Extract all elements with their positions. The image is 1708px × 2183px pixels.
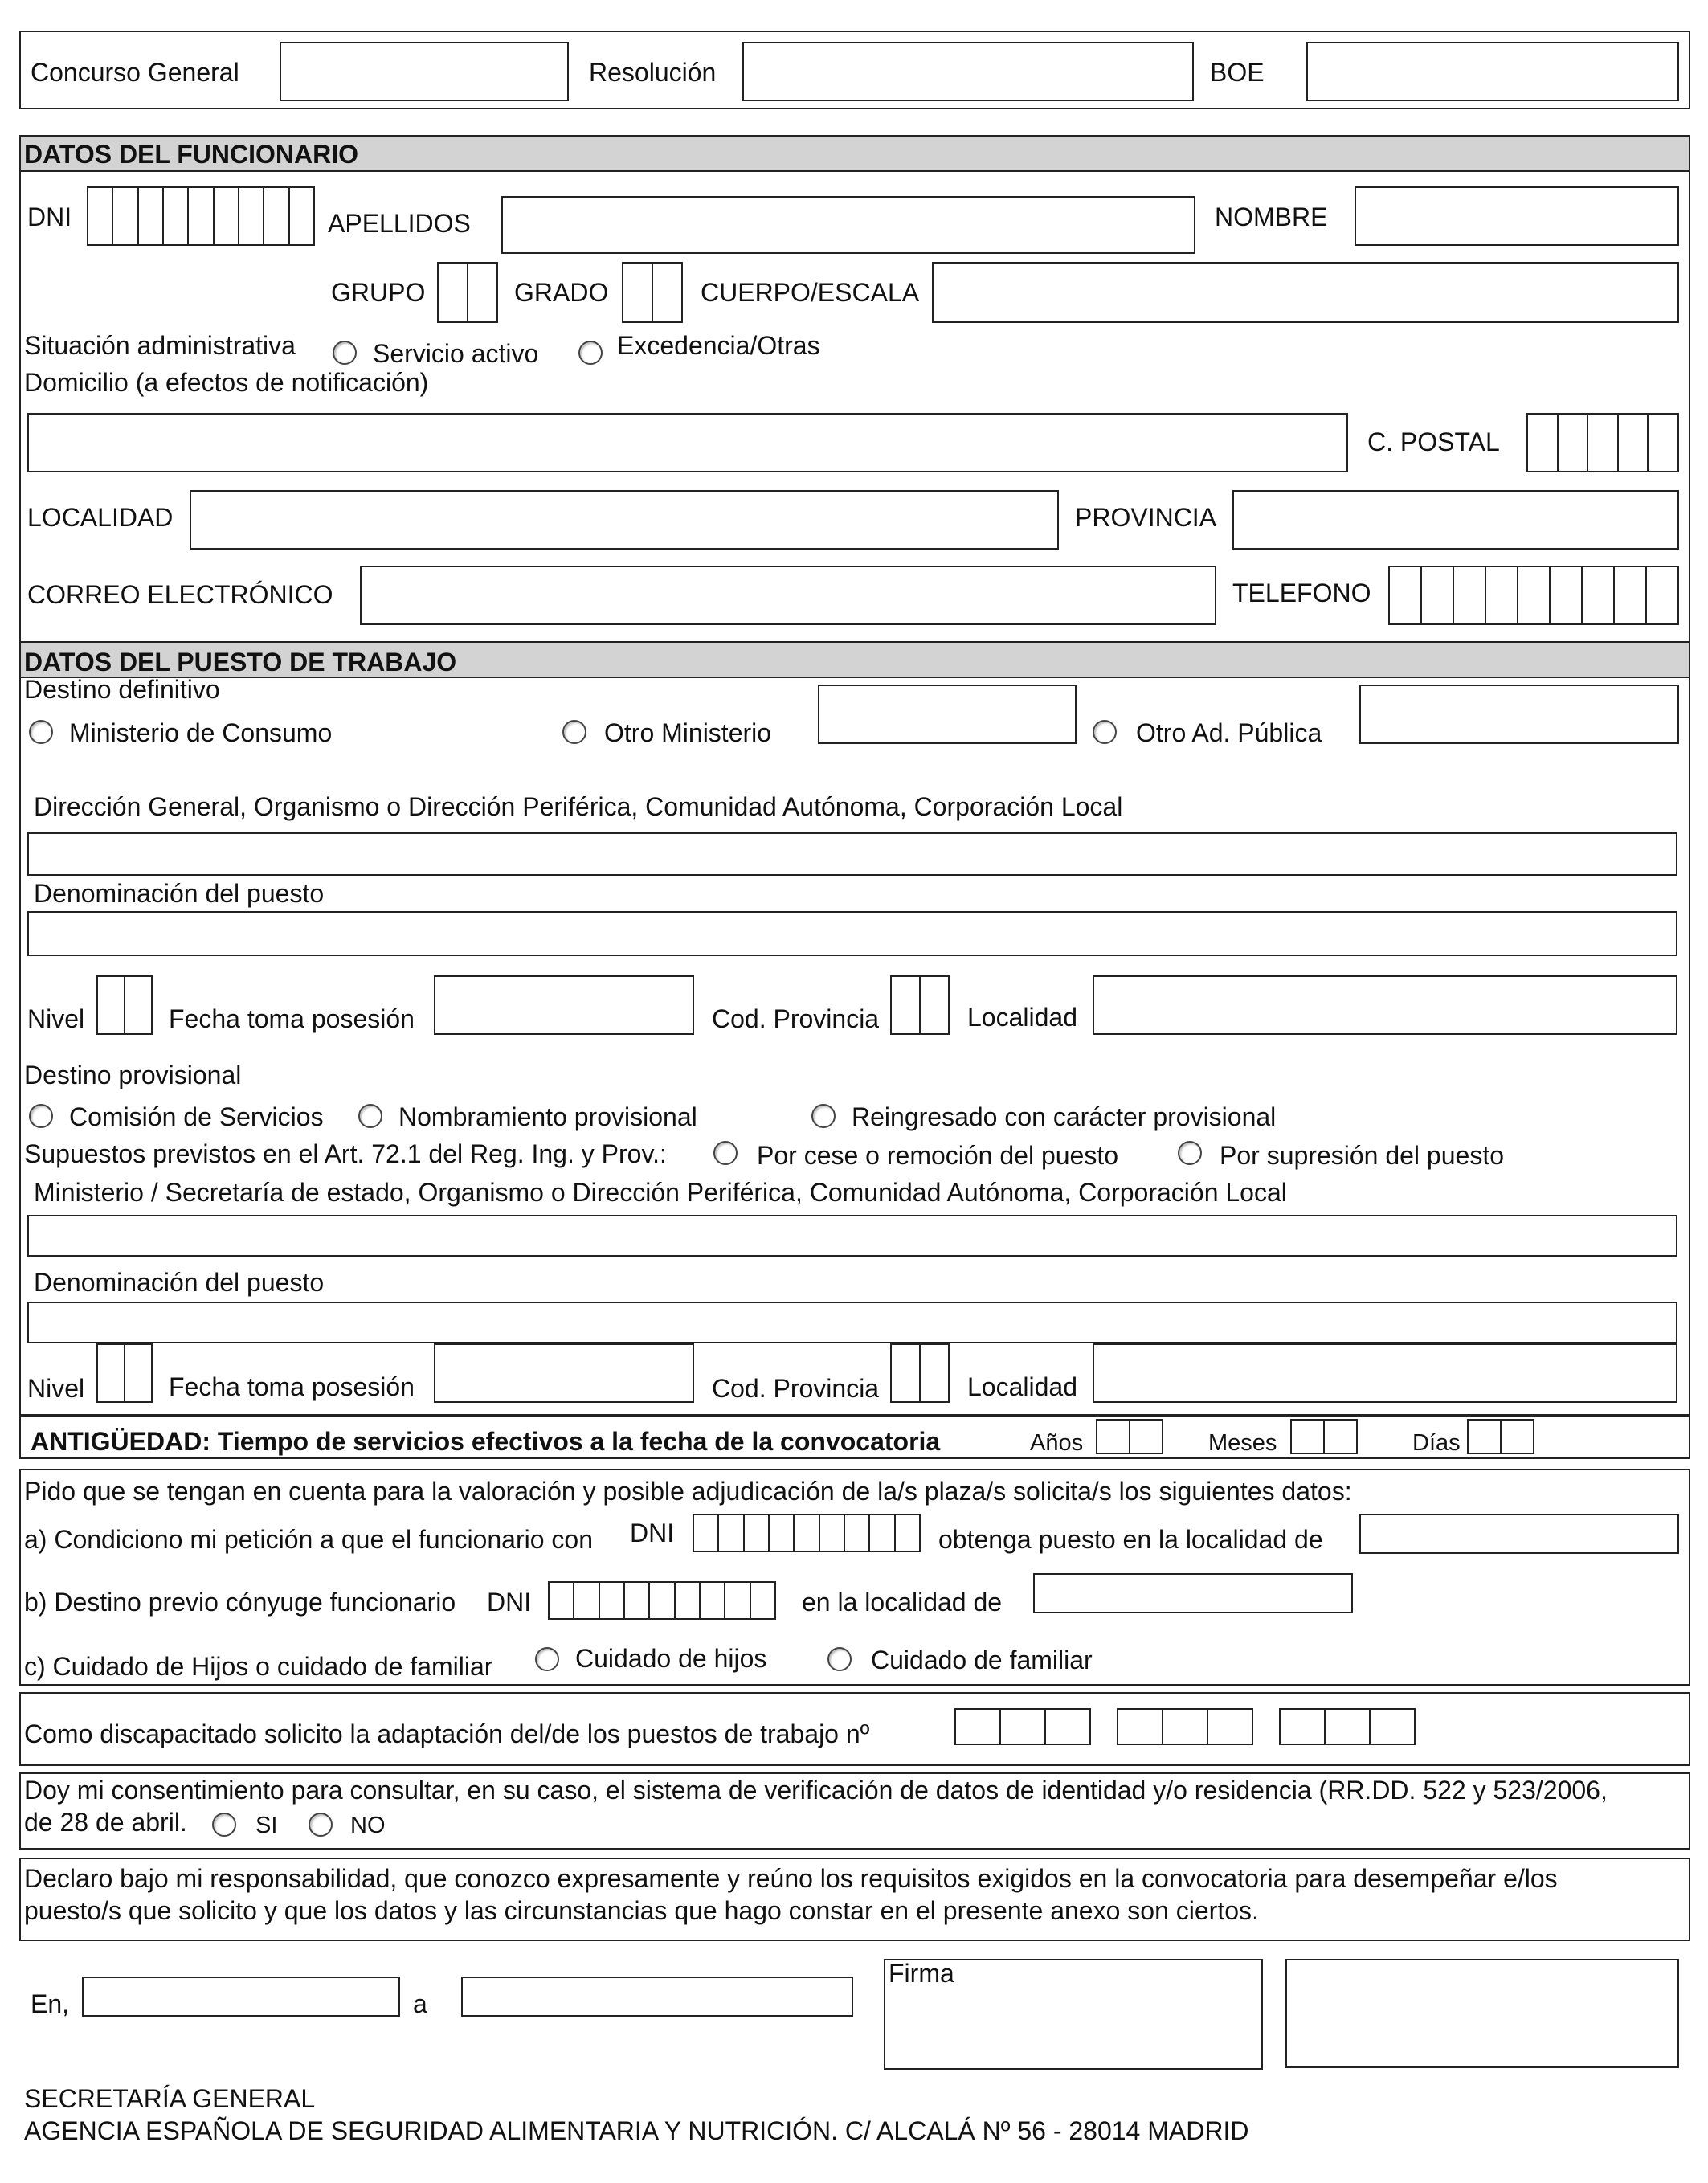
concurso-label: Concurso General (31, 58, 239, 87)
meses-input[interactable] (1290, 1419, 1358, 1454)
valoracion-b-dni: DNI (487, 1588, 532, 1617)
dni-label: DNI (27, 202, 72, 231)
dni-input[interactable] (87, 186, 315, 246)
destino-provisional-label: Destino provisional (24, 1061, 242, 1089)
cod-provincia2-label: Cod. Provincia (712, 1374, 880, 1403)
otro-ministerio-label: Otro Ministerio (604, 718, 772, 747)
otro-ministerio-input[interactable] (818, 685, 1077, 744)
cuidado-familiar-label: Cuidado de familiar (871, 1645, 1093, 1674)
valoracion-a-label: a) Condiciono mi petición a que el funcionario con (24, 1525, 593, 1554)
valoracion-b-dni-input[interactable] (548, 1581, 776, 1620)
puesto-num-1-input[interactable] (954, 1708, 1091, 1745)
denominacion2-input[interactable] (27, 1302, 1677, 1343)
ministerio-consumo-label: Ministerio de Consumo (69, 718, 333, 747)
cpostal-label: C. POSTAL (1367, 427, 1500, 456)
fecha2-label: Fecha toma posesión (169, 1372, 415, 1401)
cuidado-hijos-radio[interactable] (535, 1647, 559, 1671)
anos-label: Años (1030, 1430, 1084, 1456)
concurso-input[interactable] (280, 42, 569, 101)
fecha-label: Fecha toma posesión (169, 1004, 415, 1033)
por-cese-label: Por cese o remoción del puesto (757, 1141, 1119, 1170)
grupo-label: GRUPO (331, 278, 426, 307)
domicilio-input[interactable] (27, 413, 1348, 472)
consentimiento-si-label: SI (255, 1813, 278, 1838)
cod-provincia-label: Cod. Provincia (712, 1004, 880, 1033)
por-supresion-label: Por supresión del puesto (1220, 1141, 1504, 1170)
firma-extra-box[interactable] (1285, 1959, 1679, 2068)
localidad2-label: Localidad (967, 1372, 1077, 1401)
comision-radio[interactable] (29, 1104, 53, 1128)
comision-label: Comisión de Servicios (69, 1102, 324, 1131)
valoracion-a-dni-input[interactable] (693, 1514, 921, 1552)
fecha-input[interactable] (434, 975, 694, 1035)
otro-ministerio-radio[interactable] (562, 720, 586, 744)
supuestos-label: Supuestos previstos en el Art. 72.1 del Reg. Ing. y Prov.: (24, 1139, 667, 1168)
valoracion-intro: Pido que se tengan en cuenta para la valoración y posible adjudicación de la/s plaza/s solicita/s los siguientes datos: (24, 1477, 1352, 1506)
otro-ad-publica-radio[interactable] (1093, 720, 1117, 744)
en-label: En, (31, 1989, 70, 2018)
valoracion-b-localidad-input[interactable] (1033, 1573, 1353, 1613)
excedencia-radio[interactable] (578, 341, 603, 365)
localidad-label: LOCALIDAD (27, 503, 174, 532)
reingresado-label: Reingresado con carácter provisional (852, 1102, 1277, 1131)
localidad2-input[interactable] (1093, 1343, 1677, 1403)
excedencia-label: Excedencia/Otras (617, 331, 820, 360)
cuerpo-label: CUERPO/ESCALA (701, 278, 920, 307)
cuerpo-input[interactable] (932, 262, 1679, 323)
valoracion-a-obtenga: obtenga puesto en la localidad de (938, 1525, 1323, 1554)
nombre-input[interactable] (1355, 186, 1679, 246)
situacion-label: Situación administrativa (24, 331, 296, 360)
en-input[interactable] (82, 1977, 400, 2017)
cuidado-familiar-radio[interactable] (827, 1647, 852, 1671)
por-cese-radio[interactable] (713, 1141, 738, 1165)
cuidado-hijos-label: Cuidado de hijos (575, 1644, 767, 1673)
apellidos-label: APELLIDOS (328, 209, 471, 238)
telefono-input[interactable] (1388, 566, 1679, 625)
antiguedad-label: ANTIGÜEDAD: Tiempo de servicios efectivos a la fecha de la convocatoria (31, 1427, 941, 1456)
a-label: a (413, 1989, 427, 2018)
nivel-input[interactable] (96, 975, 153, 1035)
ministerio-label: Ministerio / Secretaría de estado, Organismo o Dirección Periférica, Comunidad Autónoma, Corporación Local (34, 1178, 1287, 1207)
consentimiento-si-radio[interactable] (212, 1813, 236, 1837)
discapacitado-label: Como discapacitado solicito la adaptación del/de los puestos de trabajo nº (24, 1719, 870, 1748)
localidad-input[interactable] (190, 490, 1059, 550)
grado-input[interactable] (622, 262, 683, 323)
valoracion-a-dni: DNI (630, 1519, 675, 1547)
ministerio-consumo-radio[interactable] (29, 720, 53, 744)
firma-label: Firma (889, 1959, 954, 1988)
puesto-num-3-input[interactable] (1279, 1708, 1416, 1745)
cpostal-input[interactable] (1526, 413, 1679, 472)
fecha2-input[interactable] (434, 1343, 694, 1403)
nivel-label: Nivel (27, 1004, 85, 1033)
otro-ad-publica-label: Otro Ad. Pública (1136, 718, 1322, 747)
direccion-label: Dirección General, Organismo o Dirección Periférica, Comunidad Autónoma, Corporación Local (34, 792, 1123, 821)
grupo-input[interactable] (437, 262, 498, 323)
grado-label: GRADO (514, 278, 609, 307)
cod-provincia2-input[interactable] (890, 1343, 950, 1403)
puesto-title: DATOS DEL PUESTO DE TRABAJO (24, 648, 457, 677)
reingresado-radio[interactable] (811, 1104, 836, 1128)
dias-label: Días (1412, 1430, 1461, 1456)
denominacion2-label: Denominación del puesto (34, 1268, 325, 1297)
denominacion-input[interactable] (27, 911, 1677, 956)
nombramiento-label: Nombramiento provisional (398, 1102, 697, 1131)
direccion-input[interactable] (27, 832, 1677, 876)
consentimiento-no-label: NO (350, 1813, 386, 1838)
por-supresion-radio[interactable] (1178, 1141, 1202, 1165)
meses-label: Meses (1208, 1430, 1277, 1456)
resolucion-label: Resolución (589, 58, 717, 87)
puesto-num-2-input[interactable] (1117, 1708, 1253, 1745)
servicio-activo-radio[interactable] (333, 341, 357, 365)
localidad-puesto-label: Localidad (967, 1003, 1077, 1032)
ministerio-input[interactable] (27, 1215, 1677, 1257)
declaracion-line2: puesto/s que solicito y que los datos y las circunstancias que hago constar en el presente anexo son ciertos. (24, 1896, 1259, 1925)
resolucion-input[interactable] (742, 42, 1194, 101)
domicilio-label: Domicilio (a efectos de notificación) (24, 368, 429, 397)
nivel2-input[interactable] (96, 1343, 153, 1403)
nombramiento-radio[interactable] (358, 1104, 382, 1128)
correo-input[interactable] (360, 566, 1216, 625)
otro-ad-publica-input[interactable] (1359, 685, 1679, 744)
localidad-puesto-input[interactable] (1093, 975, 1677, 1035)
cod-provincia-input[interactable] (890, 975, 950, 1035)
fecha-firma-input[interactable] (461, 1977, 853, 2017)
valoracion-b-label: b) Destino previo cónyuge funcionario (24, 1588, 456, 1617)
nombre-label: NOMBRE (1215, 202, 1328, 231)
valoracion-b-localidad: en la localidad de (802, 1588, 1003, 1617)
consentimiento-line2: de 28 de abril. (24, 1808, 187, 1837)
footer-line1: SECRETARÍA GENERAL (24, 2084, 316, 2113)
consentimiento-line1: Doy mi consentimiento para consultar, en su caso, el sistema de verificación de datos de identidad y/o residencia (RR.DD. 522 y 523/2006, (24, 1776, 1608, 1805)
declaracion-line1: Declaro bajo mi responsabilidad, que conozco expresamente y reúno los requisitos exigidos en la convocatoria para desempeñar e/los (24, 1864, 1558, 1893)
nivel2-label: Nivel (27, 1374, 85, 1403)
provincia-input[interactable] (1232, 490, 1679, 550)
denominacion-label: Denominación del puesto (34, 879, 325, 908)
valoracion-c-label: c) Cuidado de Hijos o cuidado de familiar (24, 1652, 493, 1681)
funcionario-title: DATOS DEL FUNCIONARIO (24, 140, 359, 169)
provincia-label: PROVINCIA (1075, 503, 1217, 532)
destino-definitivo-label: Destino definitivo (24, 675, 220, 704)
servicio-activo-label: Servicio activo (373, 339, 539, 368)
footer-line2: AGENCIA ESPAÑOLA DE SEGURIDAD ALIMENTARIA Y NUTRICIÓN. C/ ALCALÁ Nº 56 - 28014 MADRID (24, 2116, 1249, 2145)
dias-input[interactable] (1467, 1419, 1534, 1454)
boe-label: BOE (1210, 58, 1265, 87)
boe-input[interactable] (1306, 42, 1679, 101)
consentimiento-no-radio[interactable] (309, 1813, 333, 1837)
anos-input[interactable] (1096, 1419, 1163, 1454)
valoracion-a-localidad-input[interactable] (1359, 1514, 1679, 1554)
telefono-label: TELEFONO (1232, 578, 1371, 607)
apellidos-input[interactable] (501, 196, 1195, 254)
correo-label: CORREO ELECTRÓNICO (27, 580, 333, 609)
